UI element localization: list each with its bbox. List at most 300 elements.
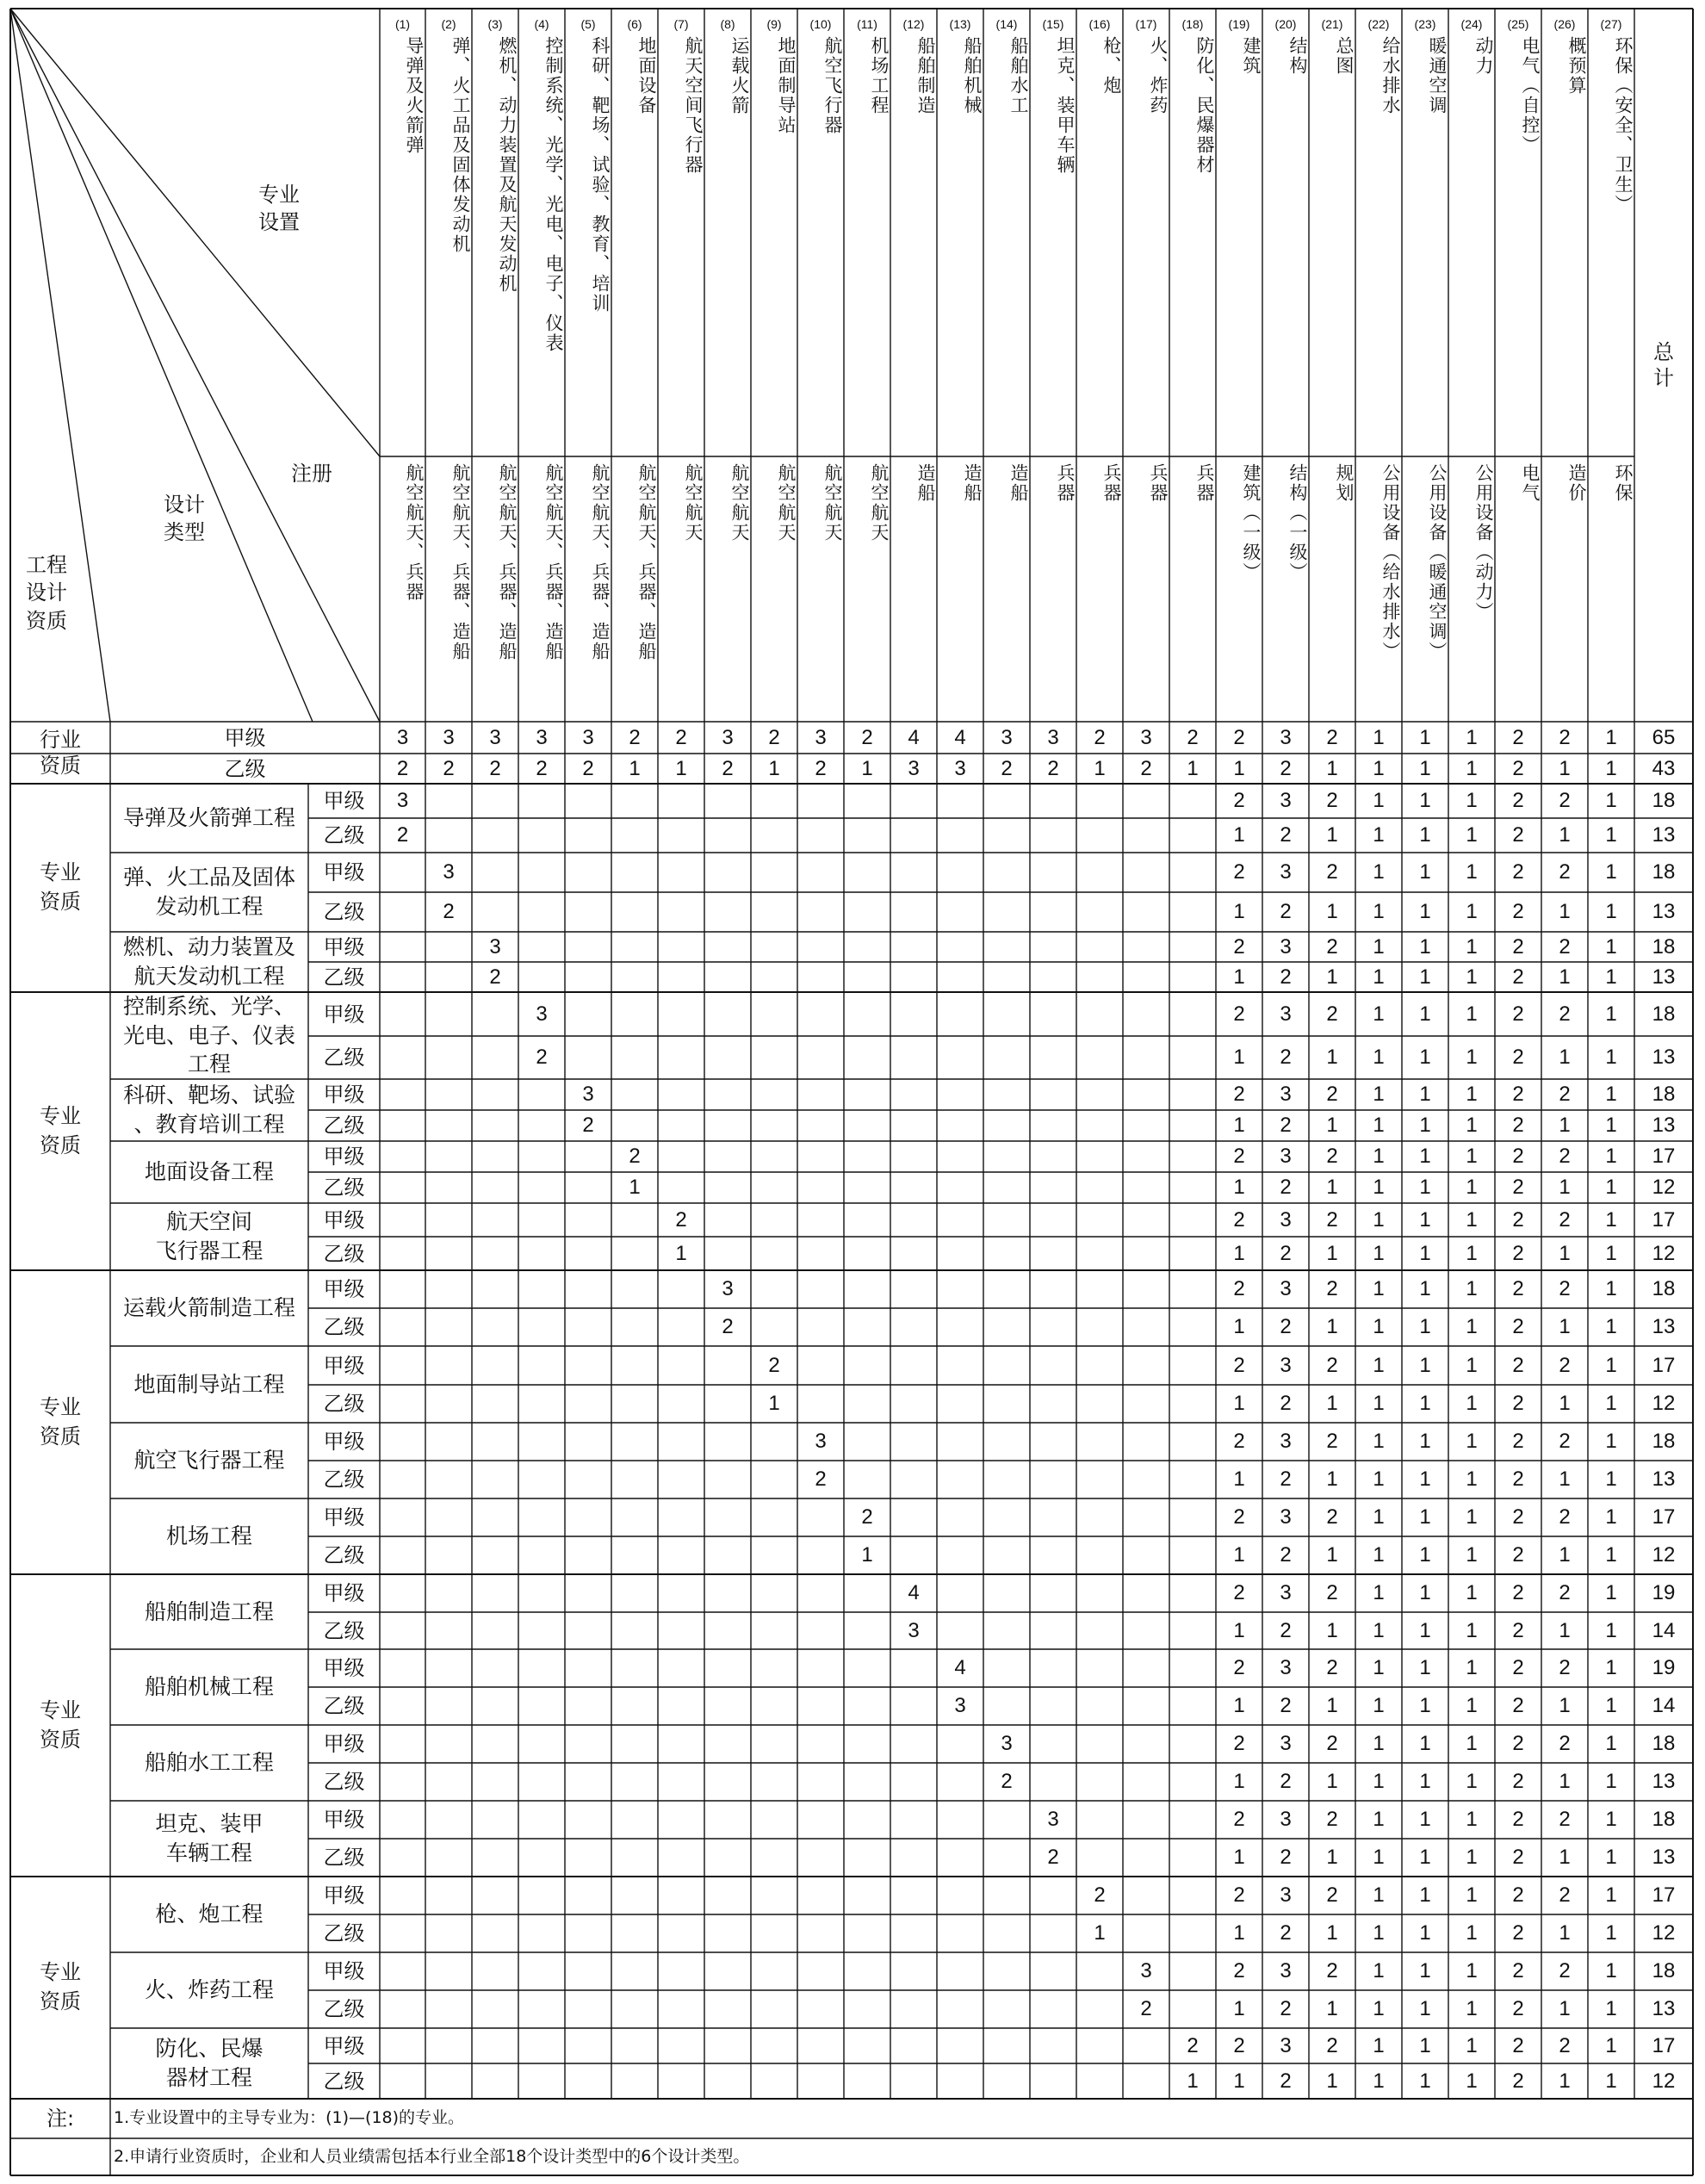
column-specialty-name: 船舶机械 [962,36,983,115]
column-specialty-name: 动力 [1473,36,1494,76]
common-specialty-value: 2 [1233,934,1245,959]
common-specialty-value: 1 [1605,1770,1617,1793]
column-registration: 规划 [1334,463,1355,503]
column-specialty-name: 概预算 [1566,36,1587,96]
common-specialty-value: 2 [1233,1581,1245,1604]
common-specialty-value: 1 [1419,1315,1431,1338]
industry-value-cell: 1 [1373,756,1385,780]
common-specialty-value: 1 [1233,1618,1245,1642]
common-specialty-value: 1 [1466,789,1478,812]
common-specialty-value: 1 [1373,789,1385,812]
common-specialty-value: 1 [1233,2069,1245,2093]
industry-value-cell: 3 [1140,725,1152,749]
industry-value-cell: 1 [1605,756,1617,780]
common-specialty-value: 1 [1466,934,1478,959]
common-specialty-value: 1 [1373,1543,1385,1567]
grade-label: 乙级 [323,1543,365,1567]
common-specialty-value: 1 [1373,1114,1385,1137]
column-number: (15) [1042,17,1064,31]
common-specialty-value: 2 [1326,1430,1338,1453]
common-specialty-value: 3 [1280,1430,1292,1453]
common-specialty-value: 1 [1373,2033,1385,2057]
industry-grade-label: 甲级 [224,725,266,750]
grade-label: 甲级 [323,1207,365,1232]
common-specialty-value: 1 [1419,1694,1431,1717]
row-total-value: 13 [1652,1467,1676,1491]
common-specialty-value: 1 [1326,1241,1338,1265]
section-label: 专业 资质 [40,1960,81,2013]
lead-specialty-value: 2 [722,1315,734,1338]
row-total-value: 17 [1652,1353,1676,1377]
row-total-value: 12 [1652,1241,1676,1265]
common-specialty-value: 1 [1466,1315,1478,1338]
industry-value-cell: 3 [1001,725,1013,749]
column-number: (21) [1321,17,1343,31]
common-specialty-value: 1 [1233,1543,1245,1567]
common-specialty-value: 2 [1233,1959,1245,1982]
grade-label: 乙级 [323,1315,365,1339]
common-specialty-value: 1 [1326,1770,1338,1793]
common-specialty-value: 1 [1419,2033,1431,2057]
common-specialty-value: 1 [1466,1505,1478,1529]
common-specialty-value: 1 [1373,1467,1385,1491]
common-specialty-value: 1 [1466,1997,1478,2020]
common-specialty-value: 2 [1512,1277,1524,1300]
grade-label: 甲级 [323,860,365,884]
industry-value-cell: 2 [722,756,734,780]
common-specialty-value: 1 [1326,1694,1338,1717]
common-specialty-value: 1 [1326,1543,1338,1567]
common-specialty-value: 1 [1419,1959,1431,1982]
common-specialty-value: 2 [1326,934,1338,959]
common-specialty-value: 1 [1233,1315,1245,1338]
industry-value-cell: 3 [582,725,594,749]
common-specialty-value: 1 [1419,1770,1431,1793]
common-specialty-value: 1 [1466,1392,1478,1415]
column-registration: 航空航天 [869,463,890,543]
lead-specialty-value: 2 [443,900,455,923]
common-specialty-value: 1 [1605,1921,1617,1945]
project-type-label: 船舶制造工程 [144,1598,274,1624]
common-specialty-value: 2 [1512,934,1524,959]
common-specialty-value: 3 [1280,1002,1292,1026]
industry-value-cell: 2 [1512,756,1524,780]
common-specialty-value: 1 [1466,1176,1478,1199]
common-specialty-value: 2 [1326,1505,1338,1529]
note-line: 2.申请行业资质时，企业和人员业绩需包括本行业全部18个设计类型中的6个设计类型。 [114,2146,750,2166]
common-specialty-value: 1 [1373,1770,1385,1793]
common-specialty-value: 1 [1373,1694,1385,1717]
grade-label: 甲级 [323,934,365,959]
common-specialty-value: 3 [1280,1277,1292,1300]
common-specialty-value: 2 [1326,2033,1338,2057]
lead-specialty-value: 4 [908,1581,920,1604]
industry-value-cell: 1 [861,756,873,780]
industry-value-cell: 1 [629,756,641,780]
industry-value-cell: 2 [443,756,455,780]
common-specialty-value: 2 [1512,1083,1524,1106]
common-specialty-value: 1 [1466,1241,1478,1265]
common-specialty-value: 1 [1605,1467,1617,1491]
column-specialty-name: 船舶制造 [915,36,936,115]
common-specialty-value: 1 [1605,1176,1617,1199]
common-specialty-value: 2 [1512,1808,1524,1831]
lead-specialty-value: 2 [396,823,409,847]
project-type-label: 航天空间 飞行器工程 [155,1209,264,1263]
common-specialty-value: 3 [1280,1083,1292,1106]
common-specialty-value: 1 [1605,1618,1617,1642]
common-specialty-value: 1 [1605,2033,1617,2057]
lead-specialty-value: 2 [536,1045,548,1069]
common-specialty-value: 1 [1233,1241,1245,1265]
column-registration: 航空航天、兵器 [404,463,425,602]
common-specialty-value: 1 [1419,1543,1431,1567]
column-registration: 航空航天、兵器、造船 [590,463,611,661]
lead-specialty-value: 3 [1047,1808,1059,1831]
common-specialty-value: 1 [1605,1241,1617,1265]
common-specialty-value: 1 [1419,1083,1431,1106]
row-total-value: 13 [1652,1315,1676,1338]
common-specialty-value: 1 [1373,1315,1385,1338]
common-specialty-value: 1 [1466,1808,1478,1831]
column-registration: 航空航天、兵器、造船 [636,463,657,661]
industry-value-cell: 2 [1326,725,1338,749]
column-registration: 兵器 [1101,463,1122,503]
common-specialty-value: 1 [1373,1505,1385,1529]
common-specialty-value: 2 [1233,1277,1245,1300]
common-specialty-value: 2 [1559,1083,1571,1106]
industry-value-cell: 3 [396,725,409,749]
common-specialty-value: 2 [1233,1353,1245,1377]
common-specialty-value: 1 [1605,1694,1617,1717]
common-specialty-value: 1 [1373,1045,1385,1069]
common-specialty-value: 2 [1233,1207,1245,1232]
industry-value-cell: 2 [1047,756,1059,780]
common-specialty-value: 2 [1280,1315,1292,1338]
industry-value-cell: 1 [1233,756,1245,780]
column-specialty-name: 总图 [1334,36,1355,76]
common-specialty-value: 2 [1280,1618,1292,1642]
project-type-label: 航空飞行器工程 [133,1448,285,1474]
grade-label: 甲级 [323,1581,365,1605]
common-specialty-value: 1 [1373,1959,1385,1982]
common-specialty-value: 1 [1419,1002,1431,1026]
common-specialty-value: 2 [1233,1002,1245,1026]
common-specialty-value: 2 [1512,1392,1524,1415]
common-specialty-value: 1 [1466,2033,1478,2057]
column-number: (11) [857,17,877,31]
common-specialty-value: 3 [1280,1581,1292,1604]
column-registration: 结构（一级） [1287,463,1308,582]
common-specialty-value: 1 [1233,1694,1245,1717]
common-specialty-value: 2 [1559,1207,1571,1232]
common-specialty-value: 1 [1373,1883,1385,1907]
common-specialty-value: 1 [1466,1959,1478,1982]
common-specialty-value: 1 [1373,1846,1385,1869]
common-specialty-value: 2 [1326,1808,1338,1831]
common-specialty-value: 1 [1326,1315,1338,1338]
common-specialty-value: 1 [1419,1145,1431,1168]
common-specialty-value: 2 [1559,789,1571,812]
lead-specialty-value: 1 [1187,2069,1199,2093]
common-specialty-value: 1 [1559,1392,1571,1415]
common-specialty-value: 2 [1280,823,1292,847]
grade-label: 乙级 [323,1770,365,1794]
corner-label-design-type: 设计 类型 [164,493,205,545]
common-specialty-value: 1 [1233,1921,1245,1945]
grade-label: 乙级 [323,1241,365,1266]
row-total-value: 13 [1652,900,1676,923]
grade-label: 甲级 [323,1002,365,1027]
section-label: 专业 资质 [40,860,81,914]
common-specialty-value: 1 [1466,1083,1478,1106]
row-total-value: 18 [1652,1430,1676,1453]
common-specialty-value: 3 [1280,1883,1292,1907]
common-specialty-value: 1 [1373,1581,1385,1604]
corner-label-qualification: 工程 设计 资质 [26,553,67,633]
common-specialty-value: 2 [1512,1581,1524,1604]
common-specialty-value: 1 [1373,1176,1385,1199]
common-specialty-value: 2 [1280,1176,1292,1199]
common-specialty-value: 1 [1559,1543,1571,1567]
industry-value-cell: 4 [954,725,966,749]
project-type-label: 弹、火工品及固体 发动机工程 [122,865,295,919]
row-total-value: 14 [1652,1694,1676,1717]
common-specialty-value: 1 [1419,1883,1431,1907]
common-specialty-value: 1 [1326,1997,1338,2020]
common-specialty-value: 2 [1559,1430,1571,1453]
common-specialty-value: 1 [1326,823,1338,847]
grade-label: 乙级 [323,2069,365,2094]
common-specialty-value: 1 [1559,1997,1571,2020]
project-type-label: 燃机、动力装置及 航天发动机工程 [122,934,295,989]
common-specialty-value: 2 [1233,1656,1245,1679]
common-specialty-value: 3 [1280,2033,1292,2057]
common-specialty-value: 1 [1373,965,1385,989]
industry-value-cell: 2 [675,725,687,749]
column-registration: 兵器 [1055,463,1076,503]
column-number: (14) [995,17,1018,31]
project-type-label: 地面制导站工程 [133,1371,285,1397]
common-specialty-value: 2 [1512,1315,1524,1338]
common-specialty-value: 2 [1326,1145,1338,1168]
common-specialty-value: 3 [1280,1145,1292,1168]
common-specialty-value: 1 [1559,823,1571,847]
industry-value-cell: 3 [908,756,920,780]
common-specialty-value: 3 [1280,1505,1292,1529]
common-specialty-value: 1 [1559,1770,1571,1793]
common-specialty-value: 2 [1512,1921,1524,1945]
common-specialty-value: 1 [1605,1732,1617,1755]
column-registration: 航空航天 [683,463,704,543]
common-specialty-value: 1 [1326,1467,1338,1491]
grade-label: 乙级 [323,1176,365,1200]
row-total-value: 13 [1652,1114,1676,1137]
common-specialty-value: 1 [1326,1921,1338,1945]
common-specialty-value: 2 [1512,1430,1524,1453]
lead-specialty-value: 3 [954,1694,966,1717]
industry-value-cell: 1 [1466,756,1478,780]
project-type-label: 机场工程 [165,1523,252,1549]
notes-label: 注: [46,2106,75,2131]
lead-specialty-value: 2 [489,965,501,989]
common-specialty-value: 1 [1373,860,1385,884]
column-specialty-name: 船舶水工 [1008,36,1029,115]
industry-value-cell: 2 [1001,756,1013,780]
common-specialty-value: 1 [1605,1114,1617,1137]
column-registration: 公用设备（暖通空调） [1427,463,1448,661]
common-specialty-value: 1 [1419,1732,1431,1755]
lead-specialty-value: 3 [908,1618,920,1642]
common-specialty-value: 2 [1512,965,1524,989]
grade-label: 乙级 [323,1618,365,1643]
lead-specialty-value: 2 [1140,1997,1152,2020]
common-specialty-value: 2 [1559,1656,1571,1679]
common-specialty-value: 2 [1512,2069,1524,2093]
industry-value-cell: 3 [489,725,501,749]
common-specialty-value: 1 [1373,1145,1385,1168]
common-specialty-value: 2 [1512,1997,1524,2020]
common-specialty-value: 1 [1233,823,1245,847]
common-specialty-value: 2 [1512,1770,1524,1793]
column-registration: 航空航天 [822,463,843,543]
common-specialty-value: 2 [1559,1277,1571,1300]
industry-grade-label: 乙级 [224,756,266,781]
common-specialty-value: 2 [1559,1581,1571,1604]
column-number: (6) [627,17,642,31]
industry-value-cell: 2 [489,756,501,780]
common-specialty-value: 2 [1233,1883,1245,1907]
common-specialty-value: 2 [1559,1002,1571,1026]
lead-specialty-value: 3 [443,860,455,884]
grade-label: 甲级 [323,1430,365,1454]
industry-value-cell: 2 [582,756,594,780]
common-specialty-value: 1 [1373,1277,1385,1300]
common-specialty-value: 2 [1512,1543,1524,1567]
industry-value-cell: 4 [908,725,920,749]
common-specialty-value: 1 [1419,1618,1431,1642]
common-specialty-value: 2 [1512,1002,1524,1026]
common-specialty-value: 1 [1559,1241,1571,1265]
row-total-value: 18 [1652,1732,1676,1755]
grade-label: 甲级 [323,789,365,813]
common-specialty-value: 1 [1326,1618,1338,1642]
common-specialty-value: 1 [1233,1467,1245,1491]
row-total-value: 18 [1652,1002,1676,1026]
common-specialty-value: 1 [1605,1997,1617,2020]
row-total-value: 17 [1652,1883,1676,1907]
common-specialty-value: 1 [1466,1543,1478,1567]
common-specialty-value: 1 [1326,900,1338,923]
common-specialty-value: 1 [1605,1581,1617,1604]
common-specialty-value: 1 [1559,1176,1571,1199]
common-specialty-value: 1 [1605,1315,1617,1338]
project-type-label: 科研、靶场、试验 、教育培训工程 [122,1083,295,1137]
common-specialty-value: 2 [1512,1883,1524,1907]
lead-specialty-value: 3 [1140,1959,1152,1982]
industry-value-cell: 1 [1419,725,1431,749]
column-specialty-name: 给水排水 [1380,36,1401,115]
common-specialty-value: 1 [1419,2069,1431,2093]
common-specialty-value: 1 [1373,1392,1385,1415]
common-specialty-value: 1 [1419,1207,1431,1232]
common-specialty-value: 2 [1326,1353,1338,1377]
common-specialty-value: 1 [1466,1277,1478,1300]
industry-value-cell: 1 [1605,725,1617,749]
common-specialty-value: 1 [1419,934,1431,959]
common-specialty-value: 3 [1280,1353,1292,1377]
common-specialty-value: 3 [1280,789,1292,812]
column-number: (8) [720,17,735,31]
common-specialty-value: 2 [1512,1207,1524,1232]
common-specialty-value: 1 [1559,965,1571,989]
column-registration: 造价 [1566,463,1587,503]
lead-specialty-value: 3 [489,934,501,959]
column-registration: 航空航天 [729,463,750,543]
common-specialty-value: 1 [1419,1505,1431,1529]
industry-value-cell: 2 [1140,756,1152,780]
grade-label: 乙级 [323,900,365,924]
lead-specialty-value: 2 [629,1145,641,1168]
lead-specialty-value: 1 [768,1392,780,1415]
common-specialty-value: 1 [1605,1207,1617,1232]
common-specialty-value: 1 [1605,1543,1617,1567]
row-total-value: 12 [1652,1392,1676,1415]
column-number: (1) [394,17,411,31]
common-specialty-value: 1 [1233,1997,1245,2020]
common-specialty-value: 1 [1605,789,1617,812]
common-specialty-value: 1 [1419,1241,1431,1265]
common-specialty-value: 2 [1559,1732,1571,1755]
industry-value-cell: 2 [1233,725,1245,749]
column-registration: 电气 [1520,463,1541,503]
common-specialty-value: 1 [1466,1883,1478,1907]
common-specialty-value: 1 [1466,1846,1478,1869]
common-specialty-value: 2 [1280,1694,1292,1717]
industry-value-cell: 1 [1466,725,1478,749]
common-specialty-value: 3 [1280,934,1292,959]
project-type-label: 地面设备工程 [144,1159,274,1185]
row-total-value: 18 [1652,860,1676,884]
row-total-value: 19 [1652,1656,1676,1679]
industry-value-cell: 1 [768,756,780,780]
common-specialty-value: 2 [1233,860,1245,884]
common-specialty-value: 1 [1466,1145,1478,1168]
common-specialty-value: 1 [1373,1808,1385,1831]
common-specialty-value: 1 [1373,1618,1385,1642]
lead-specialty-value: 2 [861,1505,873,1529]
common-specialty-value: 2 [1512,1353,1524,1377]
common-specialty-value: 1 [1373,823,1385,847]
lead-specialty-value: 2 [582,1114,594,1137]
project-type-label: 控制系统、光学、 光电、电子、仪表 工程 [122,993,295,1077]
common-specialty-value: 1 [1373,1656,1385,1679]
column-specialty-name: 暖通空调 [1427,36,1448,115]
common-specialty-value: 2 [1512,1846,1524,1869]
grade-label: 甲级 [323,1505,365,1529]
common-specialty-value: 1 [1233,1045,1245,1069]
project-type-label: 防化、民爆 器材工程 [155,2036,264,2090]
common-specialty-value: 1 [1605,1353,1617,1377]
row-total-value: 18 [1652,934,1676,959]
common-specialty-value: 1 [1559,1618,1571,1642]
project-type-label: 枪、炮工程 [155,1902,264,1927]
section-label: 专业 资质 [40,1103,81,1157]
common-specialty-value: 3 [1280,1959,1292,1982]
column-number: (4) [534,17,549,31]
column-specialty-name: 航天空间飞行器 [683,36,704,175]
industry-value-cell: 3 [722,725,734,749]
